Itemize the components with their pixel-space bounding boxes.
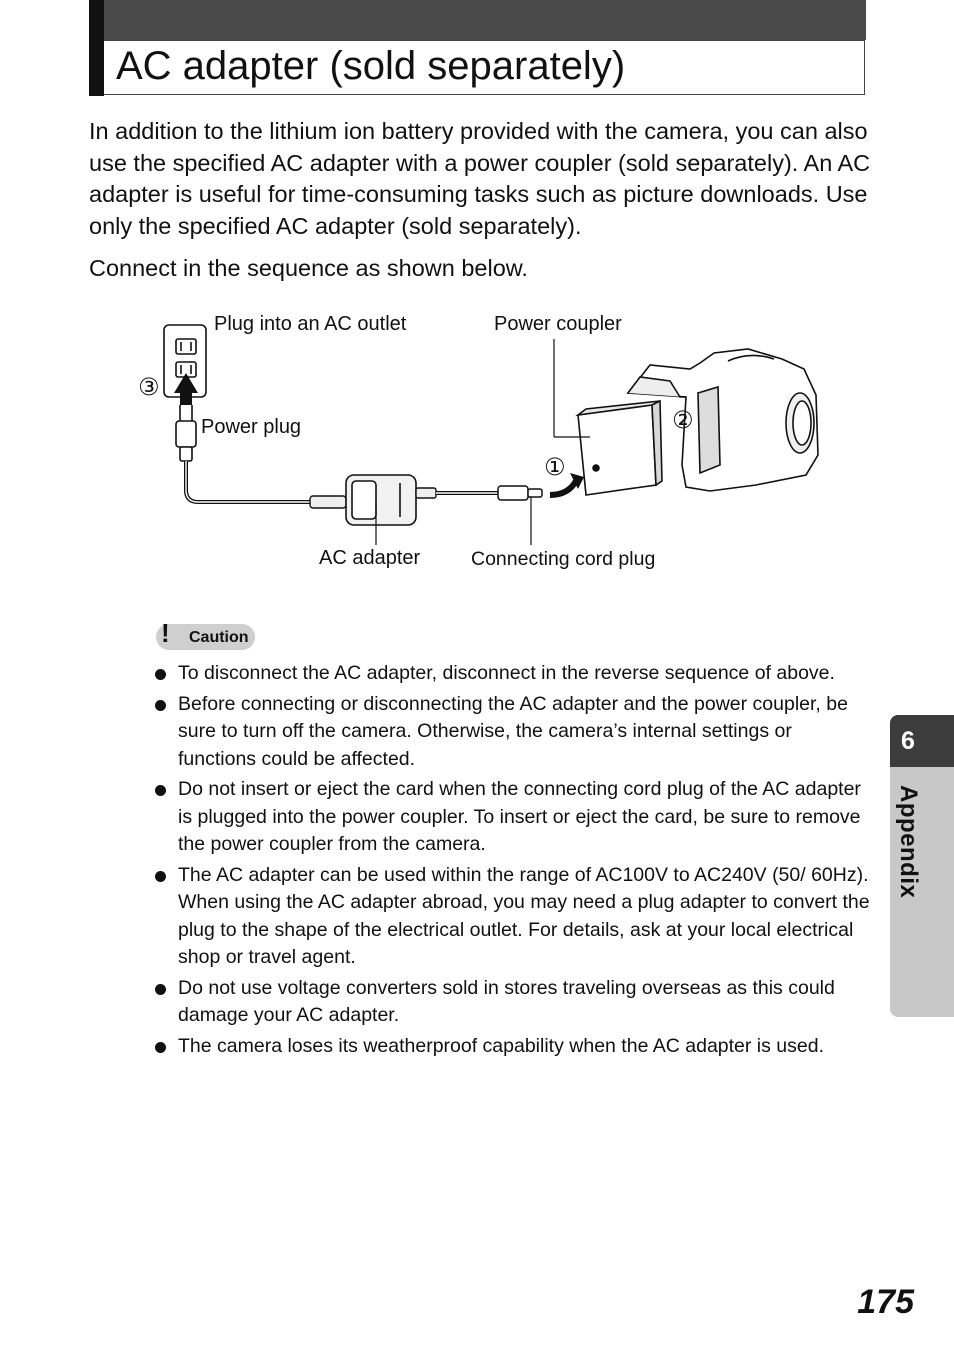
caution-icon: ! <box>161 618 170 648</box>
caution-item: To disconnect the AC adapter, disconnect in the reverse sequence of above. <box>155 660 875 688</box>
connection-diagram <box>130 305 830 595</box>
intro-paragraph: In addition to the lithium ion battery provided with the camera, you can also use the specified AC adapter with a power coupler (sold separately). An AC adapter is useful for time-consuming tasks such as picture downloads. Use only the specified AC adapter (sold separately). <box>89 118 871 239</box>
sequence-instruction: Connect in the sequence as shown below. <box>89 255 528 281</box>
caution-item: The AC adapter can be used within the range of AC100V to AC240V (50/ 60Hz). When using the AC adapter abroad, you may need a plug adapter to convert the plug to the shape of the electrical outlet. For details, ask at your local electrical shop or travel agent. <box>155 862 875 972</box>
label-ac-adapter: AC adapter <box>319 547 421 569</box>
bullet-icon <box>155 1042 166 1053</box>
step-two-marker: ② <box>672 407 694 434</box>
ac-adapter-body <box>346 475 416 525</box>
label-power-plug: Power plug <box>201 416 302 438</box>
label-plug-outlet: Plug into an AC outlet <box>214 313 407 335</box>
caution-item: Do not insert or eject the card when the connecting cord plug of the AC adapter is plugged into the power coupler. To insert or eject the card, be sure to remove the power coupler from the camera. <box>155 776 875 859</box>
step-one-marker: ① <box>544 454 566 481</box>
bullet-icon <box>155 700 166 711</box>
title-accent-bar <box>89 0 104 96</box>
caution-list <box>155 660 875 1063</box>
label-connecting-cord-plug: Connecting cord plug <box>471 548 656 570</box>
chapter-number: 6 <box>901 727 915 755</box>
power-coupler <box>578 401 662 495</box>
bullet-icon <box>155 669 166 680</box>
bullet-icon <box>155 871 166 882</box>
caution-item: Do not use voltage converters sold in stores traveling overseas as this could damage your AC adapter. <box>155 975 875 1030</box>
power-plug <box>176 405 196 461</box>
page-title: AC adapter (sold separately) <box>116 44 626 88</box>
caution-label: Caution <box>189 629 249 646</box>
chapter-label: Appendix <box>895 785 922 899</box>
step-three-marker: ③ <box>138 374 160 401</box>
label-power-coupler: Power coupler <box>494 313 622 335</box>
bullet-icon <box>155 785 166 796</box>
title-bar <box>89 0 866 40</box>
connecting-cord-plug <box>498 486 542 500</box>
caution-item: The camera loses its weatherproof capability when the AC adapter is used. <box>155 1033 875 1061</box>
page-number: 175 <box>857 1283 914 1321</box>
caution-item: Before connecting or disconnecting the AC adapter and the power coupler, be sure to turn off the camera. Otherwise, the camera’s internal settings or functions could be affected. <box>155 691 875 774</box>
bullet-icon <box>155 984 166 995</box>
